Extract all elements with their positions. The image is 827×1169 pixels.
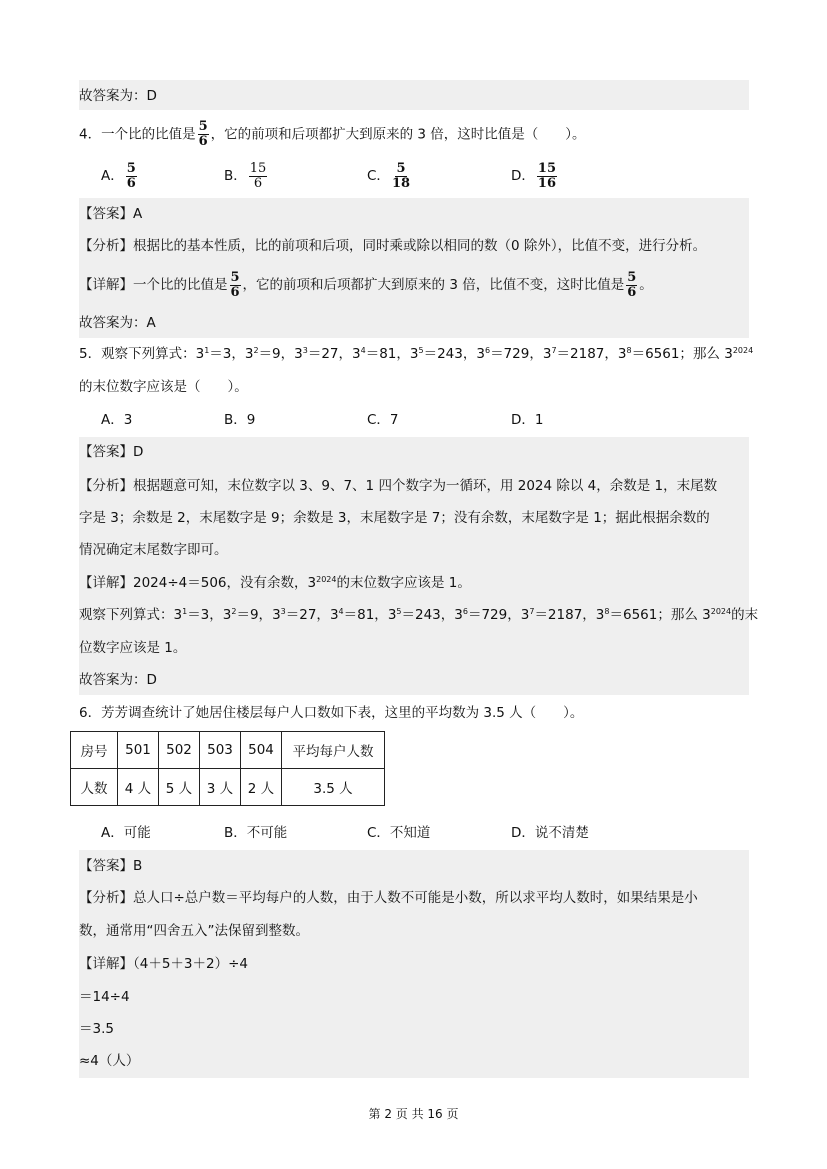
table-cell: 2 人 [241, 769, 282, 806]
q5-detail-3: 位数字应该是 1。 [79, 640, 187, 656]
q5-option-c[interactable]: C．7 [367, 412, 399, 428]
table-cell: 平均每户人数 [282, 732, 385, 769]
page-footer: 第 2 页 共 16 页 [368, 1107, 459, 1121]
q6-analysis-1: 【分析】总人口÷总户数＝平均每户的人数，由于人数不可能是小数，所以求平均人数时，如果结果是小 [79, 890, 698, 906]
q4-stem-fraction: $\frac{5}{6}$ [198, 119, 208, 149]
table-cell: 人数 [71, 769, 118, 806]
table-cell: 503 [200, 732, 241, 769]
q5-power-5: $3^5=243$， [409, 346, 477, 362]
q4-answer-block [79, 198, 749, 338]
q5-analysis-2: 字是 3；余数是 2，末尾数字是 9；余数是 3，末尾数字是 7；没有余数，末尾数字是 1；据此根据余数的 [79, 510, 710, 526]
q4-detail: 【详解】一个比的比值是 $\frac{5}{6}$ ，它的前项和后项都扩大到原来的 3 倍，比值不变，这时比值是 $\frac{5}{6}$ 。 [79, 269, 653, 300]
q3-answer-block [79, 80, 749, 110]
q6-answer: 【答案】B [79, 858, 143, 874]
q5-detail-2: 观察下列算式：$3^1=3$，$3^2=9$，$3^3=27$，$3^4=81$，$3^5=243$，$3^6=729$，$3^7=2187$，$3^8=6561$；那么 $3^{2024}$的末 [79, 607, 759, 623]
q5-analysis-3: 情况确定末尾数字即可。 [79, 542, 228, 558]
q4-conclusion: 故答案为：A [79, 315, 156, 331]
q6-data-table [70, 731, 385, 806]
q5-power-1: $3^1=3$， [195, 346, 245, 362]
q6-stem: 6．芳芳调查统计了她居住楼层每户人口数如下表，这里的平均数为 3.5 人（ ）。 [79, 705, 584, 721]
q6-analysis-2: 数，通常用“四舍五入”法保留到整数。 [79, 923, 309, 939]
q6-detail-3: ＝3.5 [79, 1021, 114, 1037]
q5-stem-line2: 的末位数字应该是（ ）。 [79, 379, 248, 395]
q6-detail-1: 【详解】（4＋5＋3＋2）÷4 [79, 956, 249, 972]
q5-power-2: $3^2=9$， [244, 346, 295, 362]
table-cell: 5 人 [159, 769, 200, 806]
q4-stem: 4．一个比的比值是 $\frac{5}{6}$ ，它的前项和后项都扩大到原来的 3 倍，这时比值是（ ）。 [79, 119, 586, 149]
q5-option-a[interactable]: A．3 [101, 412, 133, 428]
q6-option-b[interactable]: B．不可能 [224, 825, 288, 841]
q5-power-3: $3^3=27$， [294, 346, 353, 362]
q5-power-4: $3^4=81$， [352, 346, 410, 362]
q6-detail-4: ≈4（人） [79, 1053, 140, 1069]
q6-option-d[interactable]: D．说不清楚 [511, 825, 589, 841]
q5-power-6: $3^6=729$， [476, 346, 543, 362]
q4-option-b[interactable]: B． $\frac{15}{6}$ [224, 160, 267, 191]
q5-option-d[interactable]: D．1 [511, 412, 544, 428]
q4-option-c[interactable]: C． $\frac{5}{18}$ [367, 160, 411, 191]
table-cell: 3 人 [200, 769, 241, 806]
q5-power-7: $3^7=2187$， [542, 346, 618, 362]
table-cell: 501 [118, 732, 159, 769]
table-cell: 3.5 人 [282, 769, 385, 806]
table-row [71, 769, 385, 806]
q5-answer: 【答案】D [79, 444, 144, 460]
q6-option-c[interactable]: C．不知道 [367, 825, 431, 841]
table-row [71, 732, 385, 769]
q4-option-d[interactable]: D． $\frac{15}{16}$ [511, 160, 556, 191]
q4-option-a[interactable]: A． $\frac{5}{6}$ [101, 160, 136, 191]
q5-option-b[interactable]: B．9 [224, 412, 256, 428]
q5-conclusion: 故答案为：D [79, 672, 157, 688]
q6-detail-2: ＝14÷4 [79, 989, 130, 1005]
q3-conclusion: 故答案为：D [79, 88, 157, 104]
table-cell: 504 [241, 732, 282, 769]
table-cell: 502 [159, 732, 200, 769]
q5-analysis-1: 【分析】根据题意可知，末位数字以 3、9、7、1 四个数字为一循环，用 2024 除以 4，余数是 1，末尾数 [79, 478, 718, 494]
table-cell: 房号 [71, 732, 118, 769]
q5-detail-1: 【详解】2024÷4＝506，没有余数，$3^{2024}$的末位数字应该是 1。 [79, 575, 471, 591]
table-cell: 4 人 [118, 769, 159, 806]
q4-answer: 【答案】A [79, 206, 143, 222]
q6-option-a[interactable]: A．可能 [101, 825, 151, 841]
q5-power-8: $3^8=6561$； [617, 346, 693, 362]
q4-analysis: 【分析】根据比的基本性质，比的前项和后项，同时乘或除以相同的数（0 除外），比值不变，进行分析。 [79, 238, 707, 254]
q5-stem-line1: 5．观察下列算式：$3^1=3$，$3^2=9$，$3^3=27$，$3^4=81$，$3^5=243$，$3^6=729$，$3^7=2187$，$3^8=6561$；那么 $3^{2024}$ [79, 346, 754, 362]
